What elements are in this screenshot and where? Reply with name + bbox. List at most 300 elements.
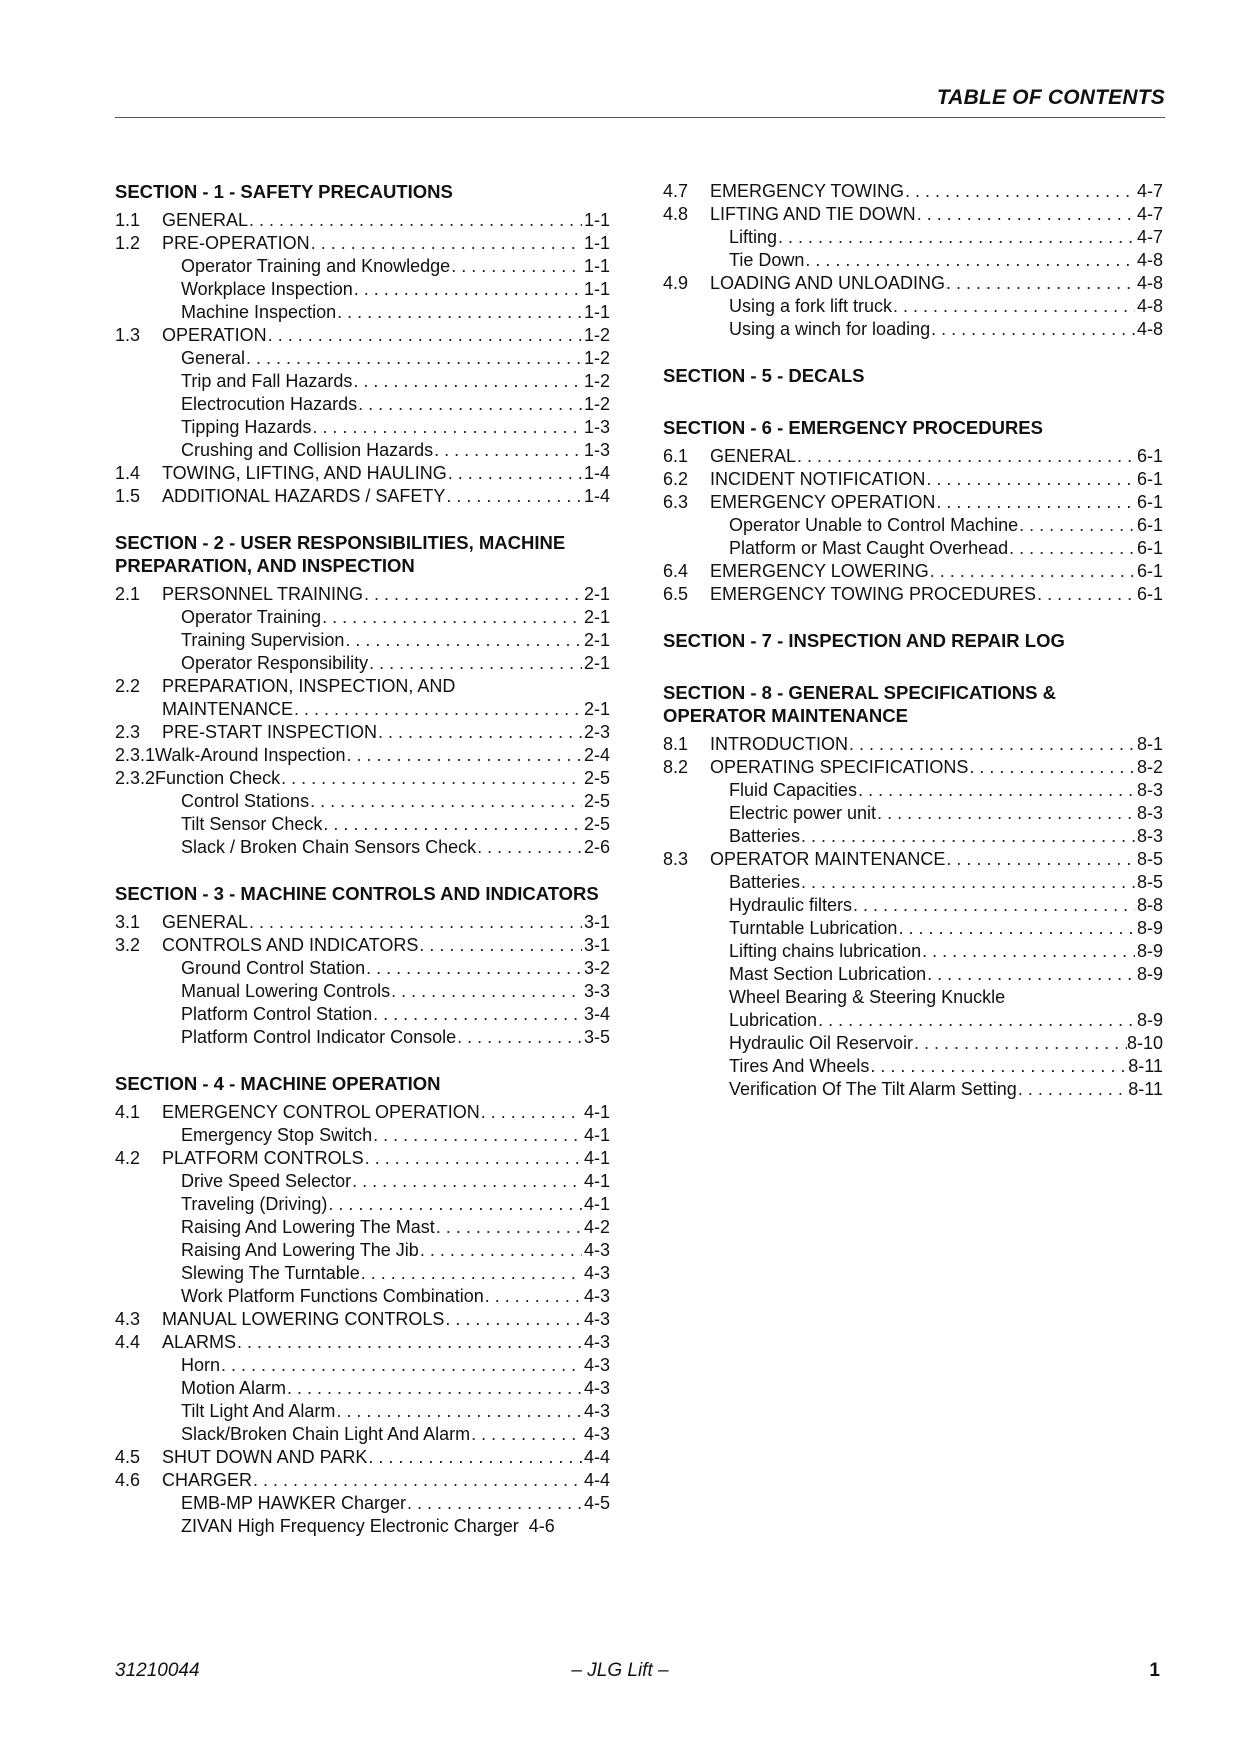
entry-title: PRE-OPERATION <box>162 233 310 253</box>
toc-subentry[interactable] <box>115 813 610 836</box>
dot-leader <box>456 1026 582 1049</box>
toc-entry[interactable] <box>115 583 610 606</box>
entry-title: ALARMS <box>162 1332 237 1352</box>
toc-subentry[interactable] <box>663 1055 1163 1078</box>
dot-leader <box>322 813 582 836</box>
entry-page: 4-1 <box>583 1102 610 1122</box>
entry-title: Tie Down <box>729 250 805 270</box>
toc-entry[interactable] <box>115 675 610 698</box>
toc-subentry[interactable] <box>115 1285 610 1308</box>
toc-entry[interactable] <box>663 272 1163 295</box>
entry-page: 4-3 <box>583 1240 610 1260</box>
entry-page: 1-4 <box>583 486 610 506</box>
entry-page: 2-1 <box>583 607 610 627</box>
entry-page: 6-1 <box>1136 492 1163 512</box>
entry-number: 4.8 <box>663 204 689 224</box>
entry-page: 2-5 <box>583 768 610 788</box>
toc-subentry[interactable] <box>663 249 1163 272</box>
entry-page: 4-3 <box>583 1355 610 1375</box>
toc-subentry[interactable] <box>115 347 610 370</box>
toc-subentry[interactable] <box>663 514 1163 537</box>
entry-page: 2-1 <box>583 584 610 604</box>
section-heading[interactable]: SECTION - 8 - GENERAL SPECIFICATIONS & OPERATOR MAINTENANCE <box>663 682 1056 726</box>
entry-page: 1-3 <box>583 417 610 437</box>
entry-number: 6.4 <box>663 561 689 581</box>
entry-title: PLATFORM CONTROLS <box>162 1148 364 1168</box>
toc-subentry[interactable] <box>663 1032 1163 1055</box>
entry-title: GENERAL <box>710 446 797 466</box>
toc-subentry[interactable] <box>115 652 610 675</box>
entry-page: 1-1 <box>583 256 610 276</box>
toc-entry[interactable] <box>115 462 610 485</box>
dot-leader <box>796 445 1135 468</box>
entry-title: EMERGENCY OPERATION <box>710 492 936 512</box>
entry-title: Using a fork lift truck <box>729 296 893 316</box>
toc-entry[interactable] <box>115 767 610 790</box>
dot-leader <box>921 940 1135 963</box>
dot-leader <box>345 744 582 767</box>
dot-leader <box>852 894 1135 917</box>
toc-subentry[interactable] <box>115 957 610 980</box>
entry-page: 2-3 <box>583 722 610 742</box>
dot-leader <box>435 1216 582 1239</box>
dot-leader <box>857 779 1135 802</box>
entry-title: Slack/Broken Chain Light And Alarm <box>181 1424 471 1444</box>
page-header-title: TABLE OF CONTENTS <box>936 86 1165 109</box>
section-heading[interactable]: SECTION - 5 - DECALS <box>663 365 865 386</box>
entry-title: TOWING, LIFTING, AND HAULING <box>162 463 447 483</box>
dot-leader <box>1017 1078 1128 1101</box>
section-heading[interactable]: SECTION - 7 - INSPECTION AND REPAIR LOG <box>663 630 1065 651</box>
entry-page: 8-8 <box>1136 895 1163 915</box>
dot-leader <box>364 1147 582 1170</box>
toc-subentry[interactable] <box>663 940 1163 963</box>
entry-title: Lifting <box>729 227 778 247</box>
dot-leader <box>484 1285 582 1308</box>
dot-leader <box>367 1446 582 1469</box>
dot-leader <box>267 324 582 347</box>
dot-leader <box>293 698 582 721</box>
entry-title: Drive Speed Selector <box>181 1171 352 1191</box>
entry-title: Operator Responsibility <box>181 653 369 673</box>
entry-title: EMERGENCY CONTROL OPERATION <box>162 1102 480 1122</box>
entry-page: 2-1 <box>583 630 610 650</box>
toc-entry[interactable] <box>663 848 1163 871</box>
toc-subentry[interactable] <box>663 871 1163 894</box>
dot-leader <box>480 1101 582 1124</box>
dot-leader <box>280 767 582 790</box>
entry-number: 8.1 <box>663 734 689 754</box>
entry-page: 8-11 <box>1128 1056 1163 1076</box>
entry-title: Operator Training <box>181 607 322 627</box>
entry-title: PREPARATION, INSPECTION, AND <box>162 676 456 696</box>
dot-leader <box>968 756 1135 779</box>
entry-number: 6.3 <box>663 492 689 512</box>
entry-page: 4-7 <box>1136 204 1163 224</box>
entry-page: 1-4 <box>583 463 610 483</box>
dot-leader <box>245 347 582 370</box>
entry-page: 4-1 <box>583 1125 610 1145</box>
toc-entry[interactable] <box>115 485 610 508</box>
entry-title: Verification Of The Tilt Alarm Setting <box>729 1079 1017 1099</box>
toc-subentry[interactable] <box>663 226 1163 249</box>
section-heading[interactable]: SECTION - 2 - USER RESPONSIBILITIES, MACHINE PREPARATION, AND INSPECTION <box>115 532 566 576</box>
toc-subentry[interactable] <box>115 1026 610 1049</box>
entry-page: 6-1 <box>1136 515 1163 535</box>
dot-leader <box>445 485 582 508</box>
entry-title: Emergency Stop Switch <box>181 1125 373 1145</box>
entry-number: 4.1 <box>115 1102 141 1122</box>
entry-page: 3-4 <box>583 1004 610 1024</box>
entry-page: 4-3 <box>583 1286 610 1306</box>
toc-entry[interactable] <box>115 1446 610 1469</box>
entry-number: 4.9 <box>663 273 689 293</box>
dot-leader <box>925 468 1135 491</box>
entry-title: Tipping Hazards <box>181 417 312 437</box>
entry-page: 1-1 <box>583 302 610 322</box>
entry-title: Lifting chains lubrication <box>729 941 922 961</box>
dot-leader <box>447 462 582 485</box>
entry-page: 4-3 <box>583 1309 610 1329</box>
entry-page: 4-3 <box>583 1401 610 1421</box>
toc-entry[interactable] <box>663 203 1163 226</box>
toc-subentry[interactable] <box>115 1239 610 1262</box>
dot-leader <box>935 491 1135 514</box>
entry-page: 4-3 <box>583 1263 610 1283</box>
toc-subentry[interactable] <box>115 1216 610 1239</box>
entry-page: 6-1 <box>1136 446 1163 466</box>
toc-entry[interactable] <box>663 468 1163 491</box>
dot-leader <box>804 249 1135 272</box>
toc-entry[interactable] <box>115 1101 610 1124</box>
toc-entry[interactable] <box>115 1331 610 1354</box>
footer-page-number: 1 <box>1149 1660 1160 1681</box>
entry-page: 4-8 <box>1136 273 1163 293</box>
entry-number: 4.2 <box>115 1148 141 1168</box>
dot-leader <box>470 1423 582 1446</box>
entry-title: General <box>181 348 246 368</box>
toc-subentry[interactable] <box>115 1170 610 1193</box>
toc-subentry[interactable] <box>115 1423 610 1446</box>
toc-subentry[interactable] <box>115 370 610 393</box>
entry-title: Workplace Inspection <box>181 279 353 299</box>
entry-number: 1.3 <box>115 325 141 345</box>
dot-leader <box>363 583 582 606</box>
entry-title: LIFTING AND TIE DOWN <box>710 204 916 224</box>
toc-subentry[interactable] <box>663 986 1163 1009</box>
dot-leader <box>476 836 582 859</box>
entry-title: Lubrication <box>729 1010 818 1030</box>
toc-entry[interactable] <box>115 209 610 232</box>
entry-title: EMERGENCY LOWERING <box>710 561 929 581</box>
entry-title: Function Check <box>155 768 281 788</box>
dot-leader <box>450 255 582 278</box>
entry-page: 4-3 <box>583 1332 610 1352</box>
entry-page: 8-3 <box>1136 826 1163 846</box>
entry-page: 2-5 <box>583 814 610 834</box>
entry-title: Hydraulic filters <box>729 895 853 915</box>
toc-entry[interactable] <box>663 445 1163 468</box>
dot-leader <box>926 963 1135 986</box>
toc-entry[interactable] <box>663 733 1163 756</box>
entry-number: 2.1 <box>115 584 141 604</box>
entry-page: 3-2 <box>583 958 610 978</box>
entry-page: 4-3 <box>583 1378 610 1398</box>
toc-subentry[interactable] <box>663 802 1163 825</box>
toc-subentry[interactable] <box>115 278 610 301</box>
dot-leader <box>311 416 582 439</box>
entry-title: Raising And Lowering The Mast <box>181 1217 435 1237</box>
entry-title: Operator Training and Knowledge <box>181 256 451 276</box>
entry-page: 1-1 <box>583 233 610 253</box>
toc-entry[interactable] <box>115 744 610 767</box>
dot-leader <box>848 733 1135 756</box>
entry-page: 4-3 <box>583 1424 610 1444</box>
entry-title: GENERAL <box>162 210 249 230</box>
entry-number: 4.5 <box>115 1447 141 1467</box>
toc-column-left <box>115 180 610 1538</box>
entry-number: 1.4 <box>115 463 141 483</box>
entry-title: Fluid Capacities <box>729 780 858 800</box>
toc-subentry[interactable] <box>663 318 1163 341</box>
toc-subentry[interactable] <box>115 255 610 278</box>
entry-title: MAINTENANCE <box>162 699 294 719</box>
entry-title: Platform or Mast Caught Overhead <box>729 538 1009 558</box>
entry-title: Work Platform Functions Combination <box>181 1286 484 1306</box>
entry-page: 4-8 <box>1136 319 1163 339</box>
toc-subentry[interactable] <box>663 917 1163 940</box>
entry-page: 4-5 <box>583 1493 610 1513</box>
toc-entry[interactable] <box>663 756 1163 779</box>
dot-leader <box>248 911 582 934</box>
entry-page: 6-1 <box>1136 538 1163 558</box>
toc-subentry[interactable] <box>663 779 1163 802</box>
dot-leader <box>335 1400 582 1423</box>
entry-page: 4-7 <box>1136 227 1163 247</box>
entry-page: 1-3 <box>583 440 610 460</box>
dot-leader <box>916 203 1135 226</box>
dot-leader <box>777 226 1135 249</box>
toc-entry[interactable] <box>115 934 610 957</box>
toc-subentry[interactable] <box>115 980 610 1003</box>
entry-number: 4.3 <box>115 1309 141 1329</box>
entry-title: SHUT DOWN AND PARK <box>162 1447 368 1467</box>
toc-entry[interactable] <box>115 324 610 347</box>
footer-document-number: 31210044 <box>115 1660 200 1681</box>
toc-subentry[interactable] <box>115 629 610 652</box>
toc-entry[interactable] <box>115 721 610 744</box>
entry-title: Slewing The Turntable <box>181 1263 360 1283</box>
entry-title: Turntable Lubrication <box>729 918 898 938</box>
entry-title: Using a winch for loading <box>729 319 931 339</box>
toc-entry[interactable] <box>115 698 610 721</box>
entry-title: CHARGER <box>162 1470 253 1490</box>
entry-page: 8-9 <box>1136 918 1163 938</box>
dot-leader <box>357 393 582 416</box>
entry-title: Motion Alarm <box>181 1378 287 1398</box>
entry-title: OPERATION <box>162 325 267 345</box>
toc-subentry[interactable] <box>115 416 610 439</box>
toc-entry[interactable] <box>663 583 1163 606</box>
toc-subentry[interactable] <box>663 1078 1163 1101</box>
entry-title: OPERATING SPECIFICATIONS <box>710 757 969 777</box>
entry-number: 1.5 <box>115 486 141 506</box>
entry-page: 3-5 <box>583 1027 610 1047</box>
section-heading[interactable]: SECTION - 1 - SAFETY PRECAUTIONS <box>115 181 453 202</box>
entry-page: 1-1 <box>583 279 610 299</box>
dot-leader <box>321 606 582 629</box>
entry-title: PRE-START INSPECTION <box>162 722 378 742</box>
toc-subentry[interactable] <box>115 836 610 859</box>
dot-leader <box>904 180 1135 203</box>
toc-entry[interactable] <box>115 232 610 255</box>
entry-page: 2-1 <box>583 653 610 673</box>
toc-subentry[interactable] <box>115 439 610 462</box>
toc-subentry[interactable] <box>115 1003 610 1026</box>
toc-subentry[interactable] <box>115 790 610 813</box>
dot-leader <box>390 980 582 1003</box>
toc-subentry[interactable] <box>663 825 1163 848</box>
entry-page: 6-1 <box>1136 561 1163 581</box>
dot-leader <box>220 1354 582 1377</box>
entry-title: Manual Lowering Controls <box>181 981 391 1001</box>
toc-subentry[interactable] <box>663 894 1163 917</box>
toc-subentry[interactable] <box>115 1400 610 1423</box>
dot-leader <box>1018 514 1135 537</box>
dot-leader <box>433 439 582 462</box>
toc-subentry[interactable] <box>115 393 610 416</box>
toc-subentry[interactable] <box>663 537 1163 560</box>
dot-leader <box>360 1262 582 1285</box>
entry-title: PERSONNEL TRAINING <box>162 584 364 604</box>
entry-title: Training Supervision <box>181 630 345 650</box>
entry-page: 4-4 <box>583 1470 610 1490</box>
entry-title: Traveling (Driving) <box>181 1194 328 1214</box>
dot-leader <box>406 1492 582 1515</box>
section-heading[interactable]: SECTION - 3 - MACHINE CONTROLS AND INDICATORS <box>115 883 599 904</box>
toc-subentry[interactable] <box>115 1492 610 1515</box>
entry-page: 1-2 <box>583 394 610 414</box>
dot-leader <box>418 934 582 957</box>
entry-number: 1.1 <box>115 210 141 230</box>
entry-title: Platform Control Indicator Console <box>181 1027 457 1047</box>
toc-subentry[interactable] <box>115 301 610 324</box>
entry-page: 4-7 <box>1136 181 1163 201</box>
toc-subentry[interactable] <box>115 1262 610 1285</box>
entry-title: Electric power unit <box>729 803 877 823</box>
entry-title: Wheel Bearing & Steering Knuckle <box>729 987 1006 1007</box>
toc-subentry[interactable] <box>115 1193 610 1216</box>
entry-title: Operator Unable to Control Machine <box>729 515 1019 535</box>
dot-leader <box>444 1308 582 1331</box>
toc-subentry[interactable] <box>115 1515 610 1538</box>
entry-title: Raising And Lowering The Jib <box>181 1240 419 1260</box>
entry-number: 2.2 <box>115 676 141 696</box>
entry-page: 4-1 <box>583 1171 610 1191</box>
entry-title: Batteries <box>729 872 801 892</box>
dot-leader <box>1036 583 1135 606</box>
entry-page: 4-6 <box>528 1516 555 1536</box>
dot-leader <box>913 1032 1127 1055</box>
entry-title: EMERGENCY TOWING PROCEDURES <box>710 584 1037 604</box>
entry-number: 2.3.2 <box>115 768 156 788</box>
toc-subentry[interactable] <box>663 295 1163 318</box>
toc-entry[interactable] <box>663 180 1163 203</box>
entry-page: 8-9 <box>1136 1010 1163 1030</box>
toc-subentry[interactable] <box>115 1354 610 1377</box>
dot-leader <box>353 278 582 301</box>
toc-entry[interactable] <box>115 1308 610 1331</box>
entry-page: 4-1 <box>583 1194 610 1214</box>
toc-subentry[interactable] <box>115 1124 610 1147</box>
dot-leader <box>1008 537 1135 560</box>
dot-leader <box>352 370 582 393</box>
dot-leader <box>368 652 582 675</box>
header-divider <box>115 117 1165 118</box>
dot-leader <box>897 917 1135 940</box>
entry-page: 2-6 <box>583 837 610 857</box>
entry-page: 8-11 <box>1128 1079 1163 1099</box>
entry-number: 4.7 <box>663 181 689 201</box>
entry-title: MANUAL LOWERING CONTROLS <box>162 1309 445 1329</box>
entry-title: Ground Control Station <box>181 958 366 978</box>
entry-page: 6-1 <box>1136 584 1163 604</box>
toc-entry[interactable] <box>663 560 1163 583</box>
entry-page: 1-2 <box>583 348 610 368</box>
toc-subentry[interactable] <box>663 1009 1163 1032</box>
entry-number: 3.1 <box>115 912 141 932</box>
section-heading[interactable]: SECTION - 6 - EMERGENCY PROCEDURES <box>663 417 1043 438</box>
entry-page: 8-3 <box>1136 780 1163 800</box>
toc-entry[interactable] <box>115 1147 610 1170</box>
toc-entry[interactable] <box>115 911 610 934</box>
toc-entry[interactable] <box>663 491 1163 514</box>
entry-page: 3-3 <box>583 981 610 1001</box>
entry-number: 4.6 <box>115 1470 141 1490</box>
toc-subentry[interactable] <box>115 1377 610 1400</box>
dot-leader <box>892 295 1135 318</box>
entry-number: 1.2 <box>115 233 141 253</box>
entry-title: Platform Control Station <box>181 1004 373 1024</box>
dot-leader <box>372 1124 582 1147</box>
entry-page: 8-1 <box>1136 734 1163 754</box>
entry-title: Tires And Wheels <box>729 1056 870 1076</box>
entry-title: Control Stations <box>181 791 310 811</box>
toc-subentry[interactable] <box>115 606 610 629</box>
toc-subentry[interactable] <box>663 963 1163 986</box>
dot-leader <box>419 1239 582 1262</box>
dot-leader <box>876 802 1135 825</box>
entry-title: GENERAL <box>162 912 249 932</box>
entry-number: 6.1 <box>663 446 689 466</box>
entry-title: CONTROLS AND INDICATORS <box>162 935 419 955</box>
dot-leader <box>800 871 1135 894</box>
dot-leader <box>236 1331 582 1354</box>
entry-page: 6-1 <box>1136 469 1163 489</box>
entry-title: ADDITIONAL HAZARDS / SAFETY <box>162 486 446 506</box>
entry-page: 4-4 <box>583 1447 610 1467</box>
section-heading[interactable]: SECTION - 4 - MACHINE OPERATION <box>115 1073 441 1094</box>
entry-page: 2-1 <box>583 699 610 719</box>
entry-page: 8-10 <box>1126 1033 1163 1053</box>
entry-page: 3-1 <box>583 912 610 932</box>
entry-title: Tilt Light And Alarm <box>181 1401 336 1421</box>
entry-title: Electrocution Hazards <box>181 394 358 414</box>
dot-leader <box>365 957 582 980</box>
dot-leader <box>372 1003 582 1026</box>
toc-entry[interactable] <box>115 1469 610 1492</box>
entry-page: 2-5 <box>583 791 610 811</box>
